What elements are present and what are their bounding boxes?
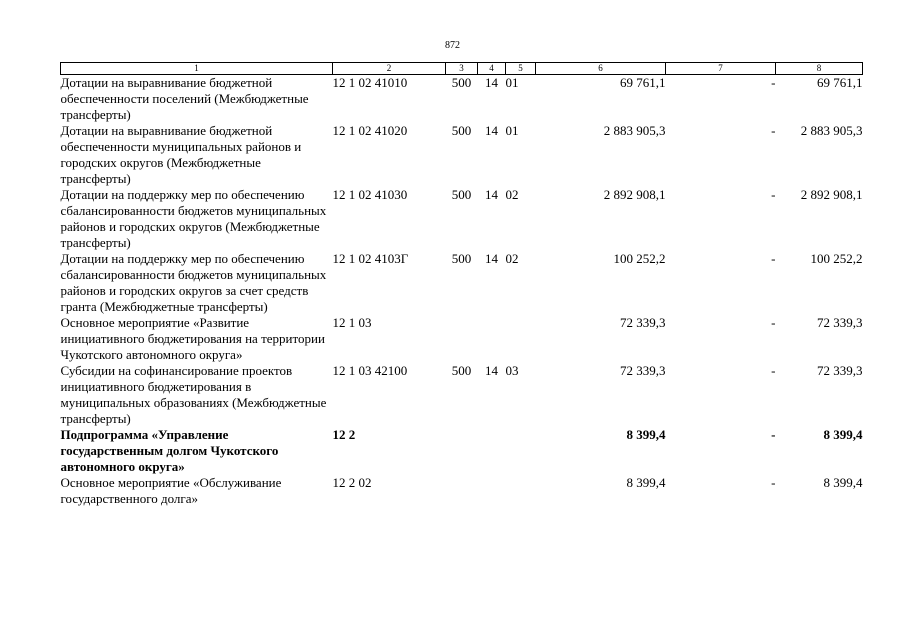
row-section: 14 [485, 187, 498, 202]
column-header-2: 2 [333, 63, 446, 75]
row-section: 14 [485, 123, 498, 138]
row-amount: 8 399,4 [626, 427, 666, 442]
column-header-6: 6 [536, 63, 666, 75]
row-target-code: 12 1 02 41030 [332, 187, 408, 202]
row-subsection [506, 427, 536, 475]
row-total: 72 339,3 [817, 315, 863, 330]
row-amount: 8 399,4 [626, 475, 666, 490]
table-row [61, 475, 863, 507]
row-expense-type: 500 [451, 251, 472, 266]
subprogram-row [61, 427, 863, 475]
row-change: - [771, 251, 776, 266]
row-expense-type: 500 [451, 123, 472, 138]
row-name: Основное мероприятие «Обслуживание государственного долга» [60, 475, 282, 506]
row-target-code: 12 1 02 4103Г [332, 251, 409, 266]
row-expense-type: 500 [451, 75, 472, 90]
row-change: - [771, 123, 776, 138]
column-header-5: 5 [506, 63, 536, 75]
row-section: 14 [485, 75, 498, 90]
column-header-1: 1 [61, 63, 333, 75]
row-amount: 69 761,1 [620, 75, 666, 90]
row-subsection: 02 [505, 187, 519, 202]
row-subsection: 01 [505, 123, 519, 138]
row-amount: 72 339,3 [620, 363, 666, 378]
row-section: 14 [485, 363, 498, 378]
row-target-code: 12 1 02 41020 [332, 123, 408, 138]
row-change: - [771, 475, 776, 490]
row-subsection: 01 [505, 75, 519, 90]
row-total: 8 399,4 [823, 427, 863, 442]
column-header-8: 8 [776, 63, 863, 75]
row-name: Подпрограмма «Управление государственным долгом Чукотского автономного округа» [60, 427, 279, 474]
row-total: 8 399,4 [823, 475, 863, 490]
row-target-code: 12 1 03 42100 [332, 363, 408, 378]
row-change: - [771, 187, 776, 202]
row-change: - [771, 75, 776, 90]
row-total: 2 892 908,1 [800, 187, 863, 202]
row-name: Дотации на поддержку мер по обеспечению сбалансированности бюджетов муниципальных районов и городских округов (Межбюджетные трансферты) [60, 187, 327, 250]
column-header-3: 3 [446, 63, 478, 75]
table-row [61, 251, 863, 315]
table-row [61, 75, 863, 124]
row-section [478, 427, 506, 475]
row-name: Дотации на выравнивание бюджетной обеспеченности поселений (Межбюджетные трансферты) [60, 75, 309, 122]
row-section [478, 475, 506, 507]
row-name: Основное мероприятие «Развитие инициативного бюджетирования на территории Чукотского автономного округа» [60, 315, 325, 362]
row-subsection: 02 [505, 251, 519, 266]
column-header-7: 7 [666, 63, 776, 75]
row-target-code: 12 1 03 [332, 315, 372, 330]
column-number-header-row [61, 63, 863, 75]
row-expense-type [446, 427, 478, 475]
row-change: - [771, 315, 776, 330]
row-change: - [771, 427, 776, 442]
budget-table [60, 62, 863, 507]
row-amount: 2 892 908,1 [603, 187, 666, 202]
table-row [61, 123, 863, 187]
row-total: 2 883 905,3 [800, 123, 863, 138]
row-amount: 2 883 905,3 [603, 123, 666, 138]
row-subsection [506, 475, 536, 507]
column-header-4: 4 [478, 63, 506, 75]
row-expense-type [446, 315, 478, 363]
row-amount: 72 339,3 [620, 315, 666, 330]
row-target-code: 12 1 02 41010 [332, 75, 408, 90]
row-subsection [506, 315, 536, 363]
row-total: 72 339,3 [817, 363, 863, 378]
row-name: Дотации на поддержку мер по обеспечению сбалансированности бюджетов муниципальных районов и городских округов за счет средств гранта (Межбюджетные трансферты) [60, 251, 327, 314]
row-expense-type [446, 475, 478, 507]
row-change: - [771, 363, 776, 378]
table-row [61, 315, 863, 363]
row-target-code: 12 2 02 [332, 475, 372, 490]
table-row [61, 187, 863, 251]
row-expense-type: 500 [451, 363, 472, 378]
row-name: Дотации на выравнивание бюджетной обеспеченности муниципальных районов и городских округов (Межбюджетные трансферты) [60, 123, 302, 186]
row-section [478, 315, 506, 363]
row-target-code: 12 2 [332, 427, 356, 442]
row-section: 14 [485, 251, 498, 266]
page-number: 872 [445, 40, 460, 51]
table-row [61, 363, 863, 427]
row-expense-type: 500 [451, 187, 472, 202]
row-name: Субсидии на софинансирование проектов инициативного бюджетирования в муниципальных образованиях (Межбюджетные трансферты) [60, 363, 327, 426]
row-amount: 100 252,2 [613, 251, 666, 266]
row-total: 100 252,2 [810, 251, 863, 266]
row-subsection: 03 [505, 363, 519, 378]
row-total: 69 761,1 [817, 75, 863, 90]
